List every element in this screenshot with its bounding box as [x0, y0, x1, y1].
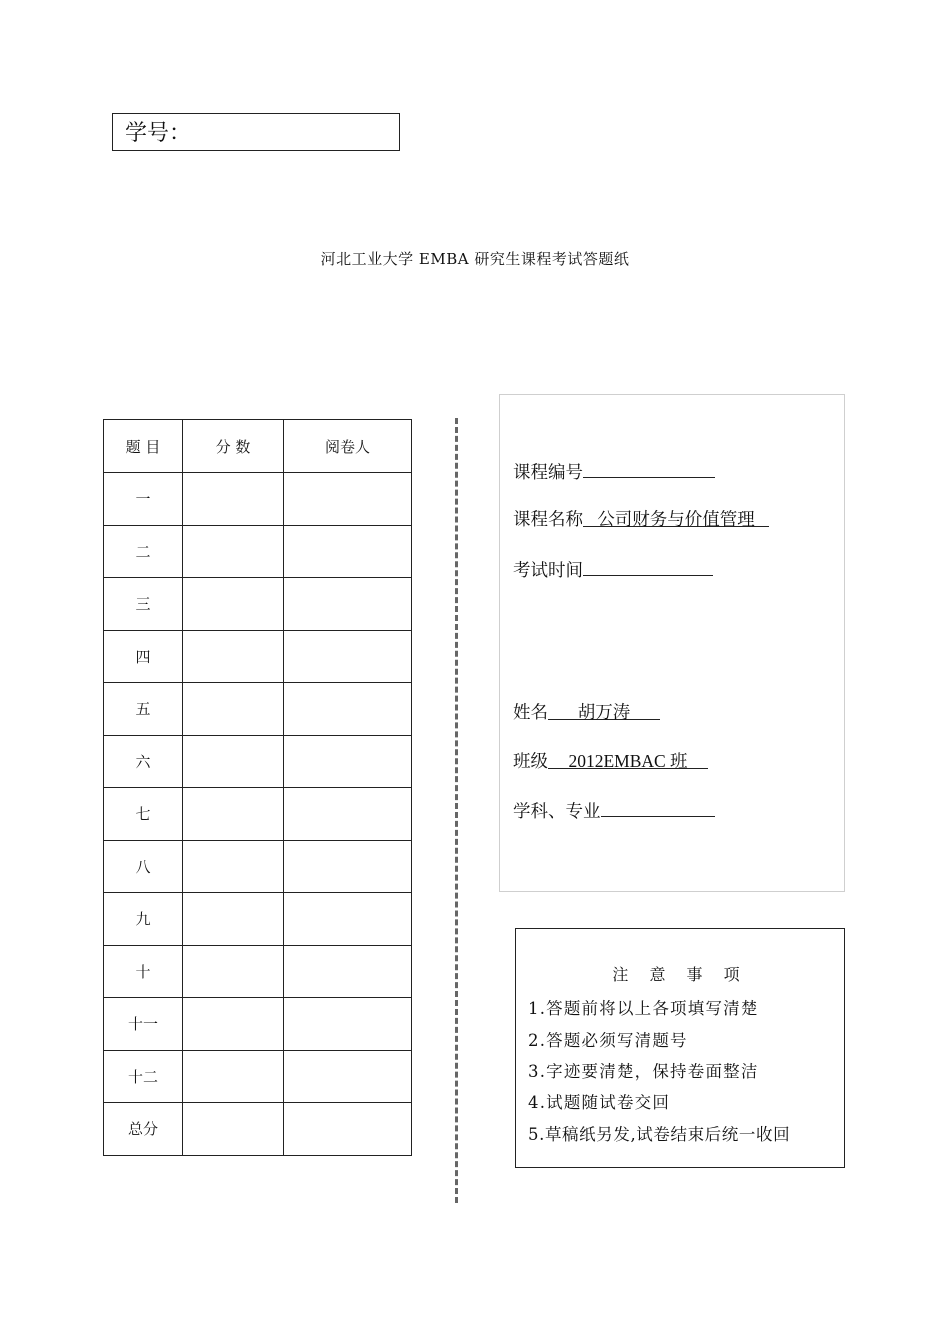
score-cell [183, 893, 284, 946]
grader-cell [284, 893, 412, 946]
header-grader: 阅卷人 [284, 420, 412, 473]
notice-item: 5.草稿纸另发,试卷结束后统一收回 [528, 1125, 791, 1144]
notice-item: 1.答题前将以上各项填写清楚 [528, 999, 759, 1018]
grader-cell [284, 578, 412, 631]
table-header-row [104, 420, 412, 473]
question-number: 八 [104, 840, 183, 893]
total-score-label: 总分 [104, 1103, 183, 1156]
table-row [104, 893, 412, 946]
grader-cell [284, 788, 412, 841]
notice-title: 注 意 事 项 [612, 965, 748, 984]
table-row [104, 788, 412, 841]
question-number: 七 [104, 788, 183, 841]
student-id-box [112, 113, 400, 151]
name-field: 胡万涛 [548, 699, 660, 720]
table-row [104, 840, 412, 893]
score-cell [183, 788, 284, 841]
score-cell [183, 630, 284, 683]
question-number: 十二 [104, 1050, 183, 1103]
score-cell [183, 998, 284, 1051]
header-score: 分 数 [183, 420, 284, 473]
score-cell [183, 525, 284, 578]
score-cell [183, 945, 284, 998]
score-cell [183, 1103, 284, 1156]
score-cell [183, 683, 284, 736]
table-row [104, 735, 412, 788]
question-number: 三 [104, 578, 183, 631]
score-cell [183, 1050, 284, 1103]
question-number: 六 [104, 735, 183, 788]
notice-item: 2.答题必须写清题号 [528, 1031, 688, 1050]
question-number: 四 [104, 630, 183, 683]
score-table [103, 419, 412, 1156]
name-label: 姓名 [513, 703, 548, 723]
class-row [513, 748, 708, 773]
score-cell [183, 473, 284, 526]
question-number: 一 [104, 473, 183, 526]
notice-box [515, 928, 845, 1168]
table-row [104, 998, 412, 1051]
exam-time-field [583, 555, 713, 576]
major-row [513, 796, 715, 823]
exam-time-row [513, 555, 713, 582]
notice-item: 4.试题随试卷交回 [528, 1093, 671, 1112]
grader-cell [284, 840, 412, 893]
course-code-row [513, 457, 715, 484]
major-label: 学科、专业 [513, 802, 601, 822]
table-row [104, 630, 412, 683]
grader-cell [284, 683, 412, 736]
table-row [104, 1103, 412, 1156]
course-code-field [583, 457, 715, 478]
table-row [104, 525, 412, 578]
document-title: 河北工业大学 EMBA 研究生课程考试答题纸 [320, 250, 630, 268]
course-info-box [499, 394, 845, 892]
table-row [104, 578, 412, 631]
grader-cell [284, 945, 412, 998]
notice-item: 3.字迹要清楚，保持卷面整洁 [528, 1062, 759, 1081]
grader-cell [284, 1050, 412, 1103]
major-field [601, 796, 715, 817]
course-code-label: 课程编号 [513, 463, 583, 483]
table-row [104, 683, 412, 736]
grader-cell [284, 630, 412, 683]
course-name-field: 公司财务与价值管理 [583, 506, 769, 527]
grader-cell [284, 1103, 412, 1156]
question-number: 二 [104, 525, 183, 578]
grader-cell [284, 998, 412, 1051]
header-question: 题 目 [104, 420, 183, 473]
course-name-label: 课程名称 [513, 510, 583, 530]
student-id-label: 学号： [125, 121, 192, 146]
score-cell [183, 840, 284, 893]
question-number: 五 [104, 683, 183, 736]
table-row [104, 473, 412, 526]
table-row [104, 1050, 412, 1103]
question-number: 九 [104, 893, 183, 946]
grader-cell [284, 473, 412, 526]
table-row [104, 945, 412, 998]
cut-line [455, 418, 458, 1203]
grader-cell [284, 525, 412, 578]
class-field: 2012EMBAC 班 [548, 748, 708, 769]
class-label: 班级 [513, 752, 548, 772]
question-number: 十一 [104, 998, 183, 1051]
exam-time-label: 考试时间 [513, 561, 583, 581]
grader-cell [284, 735, 412, 788]
question-number: 十 [104, 945, 183, 998]
course-name-row [513, 506, 769, 531]
name-row [513, 699, 660, 724]
score-cell [183, 578, 284, 631]
score-cell [183, 735, 284, 788]
